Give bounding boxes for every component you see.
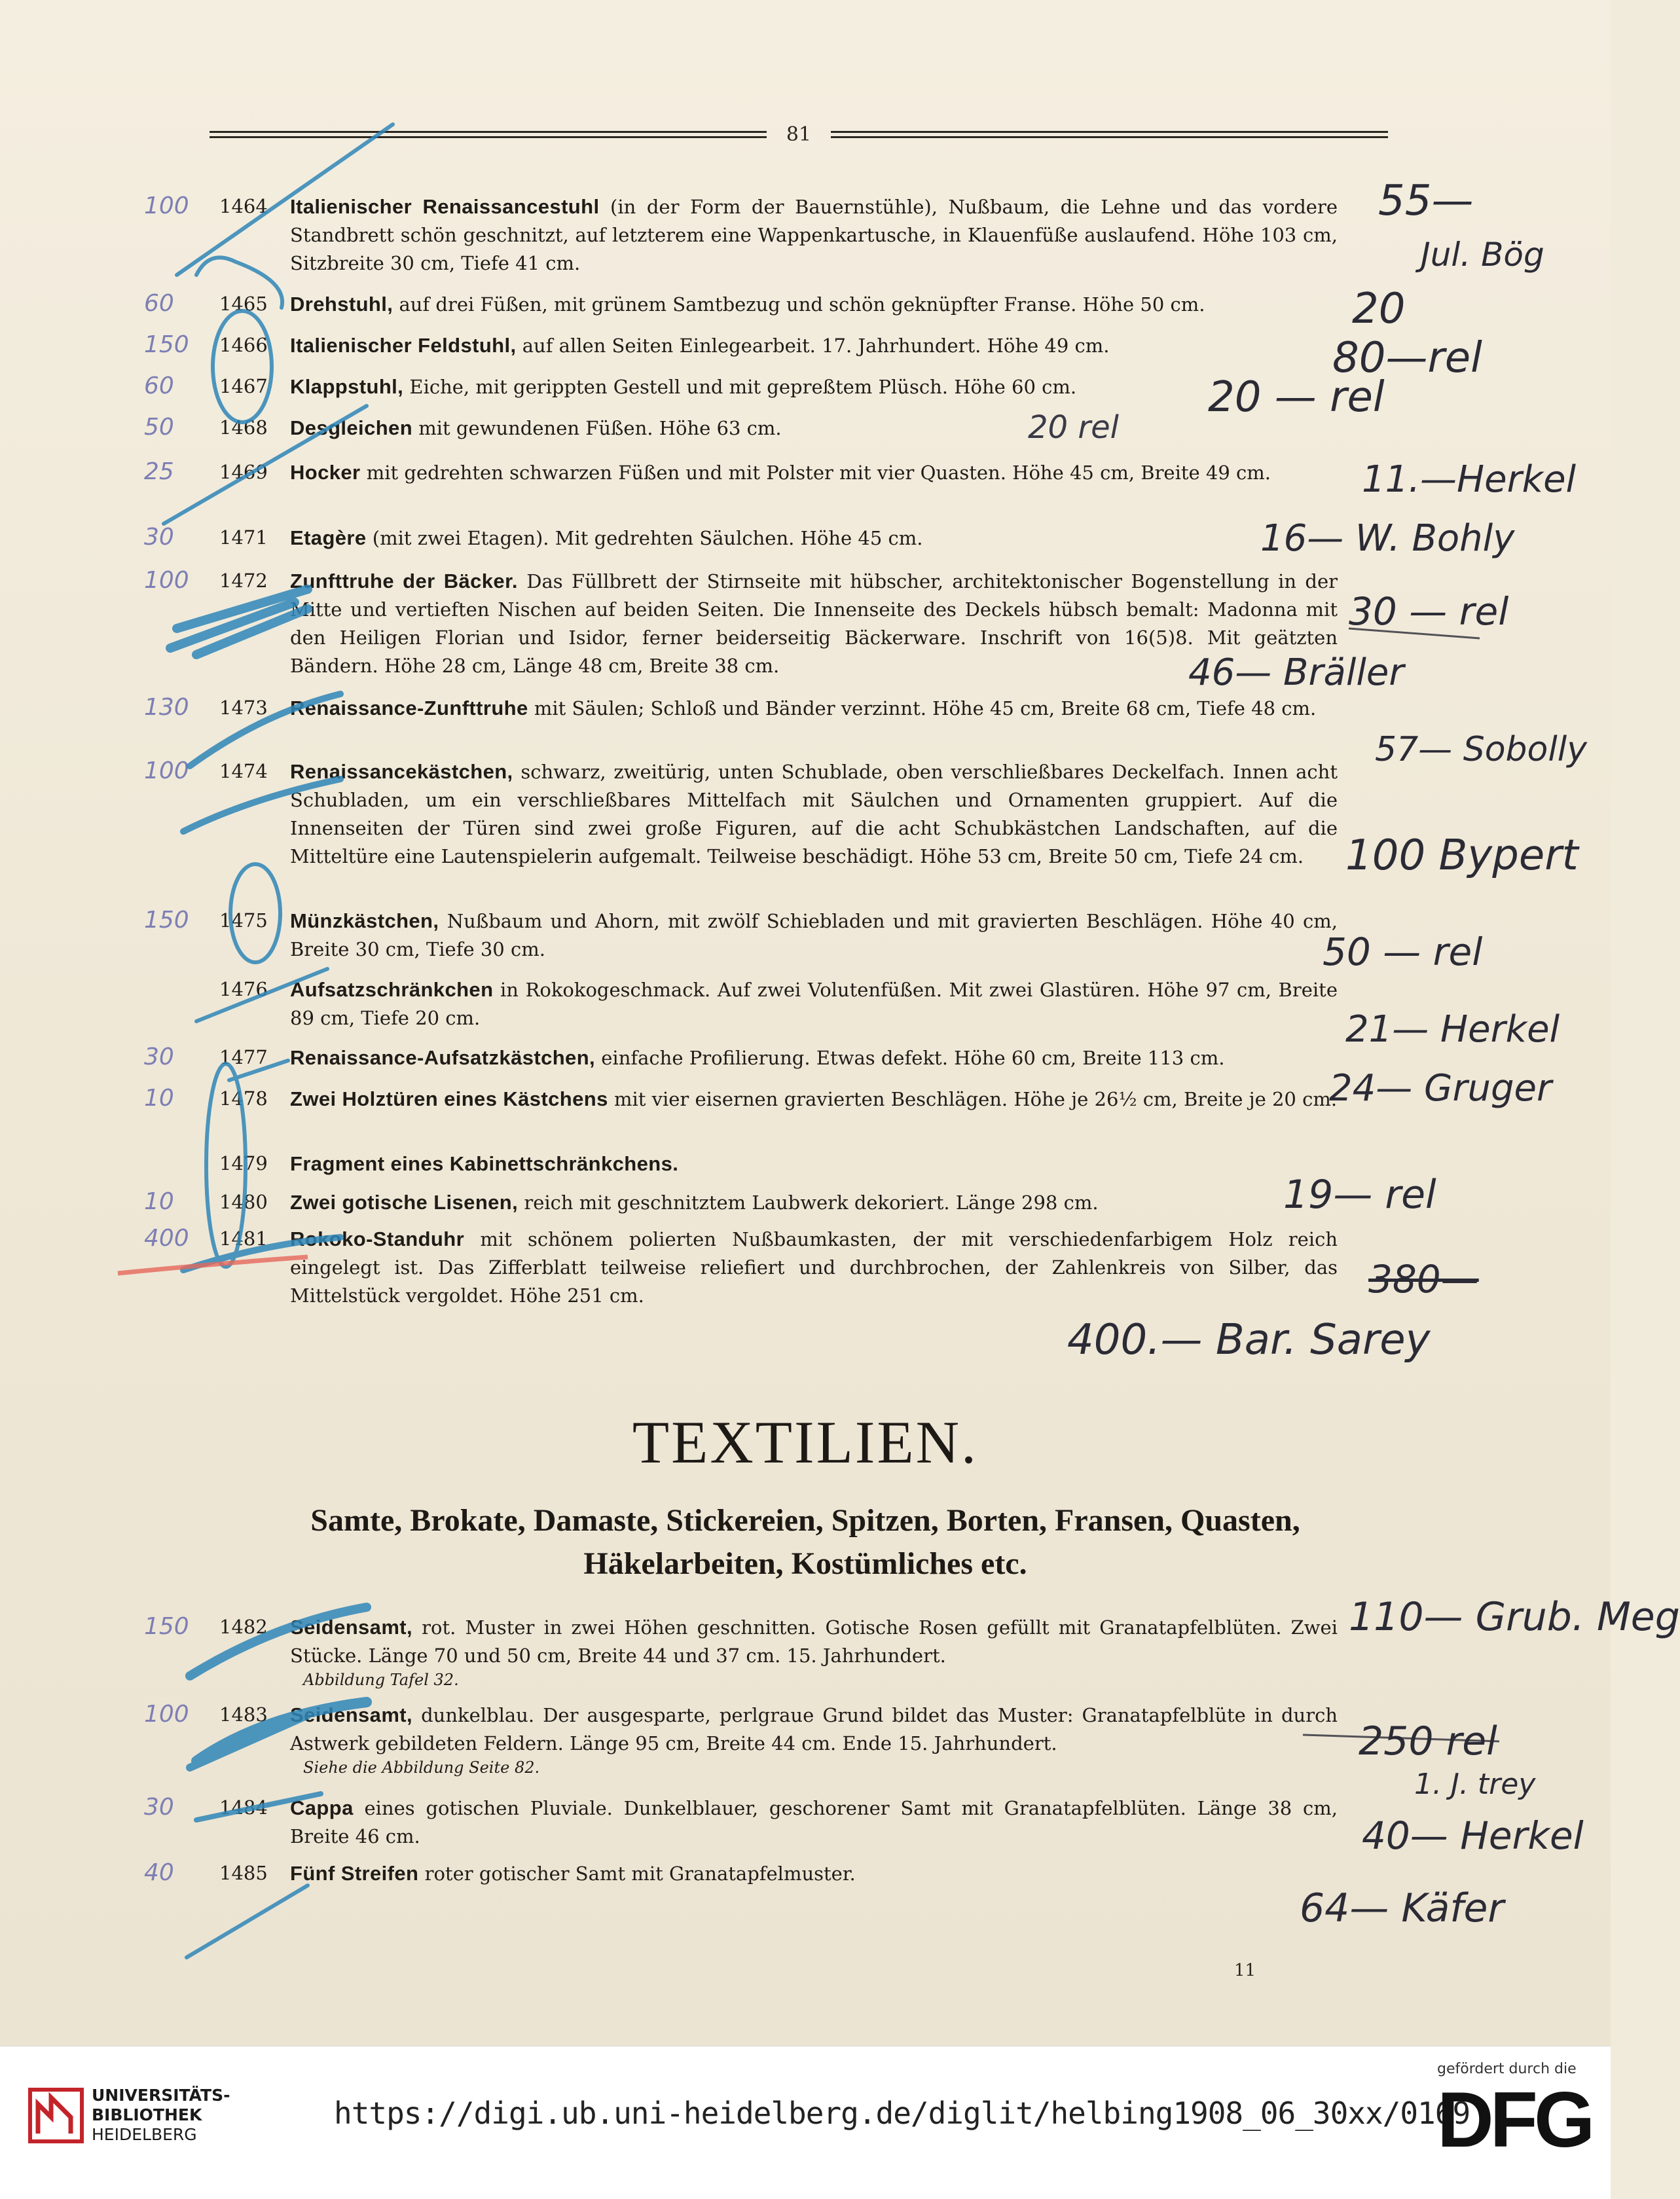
- price-note: 60: [144, 373, 174, 399]
- entry-text: einfache Profilierung. Etwas defekt. Höhe 60 cm, Breite 113 cm.: [595, 1047, 1225, 1069]
- handwritten-note: 20: [1352, 285, 1406, 333]
- handwritten-note: 30 — rel: [1349, 589, 1509, 634]
- institution-line: UNIVERSITÄTS-: [92, 2086, 230, 2105]
- lot-number: 1478: [219, 1087, 268, 1110]
- handwritten-note: 250 rel: [1359, 1718, 1497, 1764]
- entry-text: rot. Muster in zwei Höhen geschnitten. Gotische Rosen gefüllt mit Granatapfelblüten. Zwei Stücke. Länge 70 und 50 cm, Breite 44 und 37 cm. 15. Jahrhundert.: [290, 1616, 1338, 1667]
- handwritten-note: 380—: [1368, 1257, 1479, 1301]
- price-note: 10: [144, 1188, 174, 1215]
- price-note: 40: [144, 1859, 174, 1886]
- pencil-loop: [213, 311, 272, 422]
- lot-number: 1468: [219, 416, 268, 439]
- entry-text: mit schönem polierten Nußbaumkasten, der mit verschiedenfarbigem Holz reich eingelegt ist. Das Zifferblatt teilweise reliefiert und durchbrochen, der Zahlenkreis von Silber, das Mittelstück vergoldet. Höhe 251 cm.: [290, 1228, 1338, 1307]
- entry-title: Cappa: [290, 1796, 354, 1819]
- entry-title: Münzkästchen,: [290, 909, 439, 932]
- entry-text: (mit zwei Etagen). Mit gedrehten Säulchen. Höhe 45 cm.: [366, 527, 923, 549]
- price-note: 50: [144, 414, 174, 441]
- handwritten-note: 20 rel: [1028, 409, 1119, 446]
- handwritten-note: 21— Herkel: [1345, 1008, 1560, 1051]
- figure-reference: Abbildung Tafel 32.: [303, 1671, 459, 1689]
- pencil-stroke: [170, 589, 308, 655]
- lot-number: 1473: [219, 697, 268, 719]
- entry-body: [290, 1188, 1338, 1217]
- entry-body: [290, 1701, 1338, 1777]
- price-note: 25: [144, 458, 174, 485]
- entry-text: eines gotischen Pluviale. Dunkelblauer, geschorener Samt mit Granatapfelblüten. Länge 38 cm, Breite 46 cm.: [290, 1797, 1338, 1847]
- entry-body: [290, 1794, 1338, 1851]
- handwritten-note: 57— Sobolly: [1375, 730, 1588, 769]
- lot-number: 1477: [219, 1046, 268, 1068]
- entry-text: (in der Form der Bauernstühle), Nußbaum, die Lehne und das vordere Standbrett schön geschnitzt, auf letzterem eine Wappenkartusche, in Klauenfüße auslaufend. Höhe 103 cm, Sitzbreite 30 cm, Tiefe 41 cm.: [290, 196, 1338, 274]
- entry-text: mit vier eisernen gravierten Beschlägen. Höhe je 26½ cm, Breite je 20 cm.: [608, 1088, 1338, 1110]
- entry-title: Seidensamt,: [290, 1703, 413, 1726]
- funding-label: gefördert durch die: [1437, 2061, 1577, 2077]
- handwritten-note: 11.—Herkel: [1362, 458, 1577, 501]
- header-rule-left: [210, 131, 767, 138]
- entry-title: Renaissance-Zunfttruhe: [290, 697, 528, 719]
- handwritten-note: 110— Grub. Meg: [1349, 1594, 1680, 1640]
- handwritten-note: 16— W. Bohly: [1260, 517, 1515, 560]
- lot-number: 1472: [219, 570, 268, 592]
- handwritten-note: 46— Bräller: [1188, 651, 1404, 694]
- entry-text: auf drei Füßen, mit grünem Samtbezug und schön geknüpfter Franse. Höhe 50 cm.: [393, 293, 1205, 316]
- entry-title: Italienischer Renaissancestuhl: [290, 195, 600, 218]
- lot-number: 1482: [219, 1616, 268, 1638]
- entry-text: schwarz, zweitürig, unten Schublade, oben verschließbares Deckelfach. Innen acht Schubladen, um ein verschließbares Mittelfach mit Säulchen und Ornamenten gruppiert. Auf die Innenseiten der Türen sind zwei große Figuren, auf die acht Schubkästchen Landschaften, auf die Mitteltüre eine Lautenspielerin aufgemalt. Teilweise beschädigt. Höhe 53 cm, Breite 50 cm, Tiefe 24 cm.: [290, 761, 1338, 867]
- entry-text: mit gewundenen Füßen. Höhe 63 cm.: [412, 417, 782, 439]
- entry-title: Zwei gotische Lisenen,: [290, 1191, 519, 1214]
- entry-body: [290, 458, 1338, 487]
- price-note: 30: [144, 524, 174, 551]
- entry-text: in Rokokogeschmack. Auf zwei Volutenfüßen. Mit zwei Glastüren. Höhe 97 cm, Breite 89 cm, Tiefe 20 cm.: [290, 979, 1338, 1029]
- entry-text: Das Füllbrett der Stirnseite mit hübscher, architektonischer Bogenstellung in der Mitte und vertieften Nischen auf beiden Seiten. Die Innenseite des Deckels hübsch bemalt: Madonna mit den Heiligen Florian und Isidor, ferner beiderseitig Bäckerware. Inschrift von 16(5)8. Mit geätzten Bändern. Höhe 28 cm, Länge 48 cm, Breite 38 cm.: [290, 570, 1338, 677]
- handwritten-note: 100 Bypert: [1345, 831, 1579, 880]
- handwritten-note: 64— Käfer: [1300, 1885, 1505, 1931]
- entry-body: [290, 757, 1338, 871]
- entry-text: Nußbaum und Ahorn, mit zwölf Schiebladen und mit gravierten Beschlägen. Höhe 40 cm, Breite 30 cm, Tiefe 30 cm.: [290, 910, 1338, 960]
- institution-line: BIBLIOTHEK: [92, 2105, 202, 2124]
- entry-body: [290, 192, 1338, 278]
- header-rule-right: [831, 131, 1388, 138]
- section-title: TEXTILIEN.: [632, 1409, 979, 1476]
- entry-title: Desgleichen: [290, 416, 413, 439]
- red-mark: [118, 1257, 308, 1273]
- entry-title: Drehstuhl,: [290, 293, 393, 316]
- price-note: 100: [144, 757, 189, 784]
- entry-title: Seidensamt,: [290, 1616, 413, 1639]
- price-note: 30: [144, 1794, 174, 1821]
- figure-reference: Siehe die Abbildung Seite 82.: [303, 1758, 540, 1777]
- lot-number: 1485: [219, 1862, 268, 1884]
- lot-number: 1475: [219, 909, 268, 932]
- section-subtitle-line: Samte, Brokate, Damaste, Stickereien, Spitzen, Borten, Fransen, Quasten,: [310, 1503, 1300, 1538]
- entry-body: [290, 1085, 1338, 1114]
- lot-number: 1481: [219, 1227, 268, 1250]
- entry-body: [290, 1150, 1338, 1178]
- entry-title: Renaissancekästchen,: [290, 760, 513, 783]
- entry-title: Rokoko-Standuhr: [290, 1227, 465, 1250]
- entry-title: Klappstuhl,: [290, 375, 404, 398]
- page-header: [210, 118, 1388, 151]
- entry-body: [290, 524, 1338, 553]
- price-note: 100: [144, 1701, 189, 1728]
- price-note: 150: [144, 1613, 189, 1640]
- entry-text: roter gotischer Samt mit Granatapfelmuster.: [418, 1863, 856, 1885]
- entry-text: mit gedrehten schwarzen Füßen und mit Polster mit vier Quasten. Höhe 45 cm, Breite 49 cm.: [360, 462, 1271, 484]
- price-note: 150: [144, 331, 189, 358]
- entry-body: [290, 694, 1338, 723]
- entry-body: [290, 373, 1338, 401]
- entry-title: Fünf Streifen: [290, 1862, 419, 1885]
- entry-title: Renaissance-Aufsatzkästchen,: [290, 1046, 596, 1069]
- entry-text: dunkelblau. Der ausgesparte, perlgraue Grund bildet das Muster: Granatapfelblüte in durch Astwerk gebildeten Feldern. Länge 95 cm, Breite 44 cm. Ende 15. Jahrhundert.: [290, 1704, 1338, 1754]
- price-note: 400: [144, 1225, 189, 1252]
- lot-number: 1469: [219, 461, 268, 483]
- lot-number: 1465: [219, 293, 268, 315]
- institution-line: HEIDELBERG: [92, 2125, 197, 2144]
- section-subtitle: [196, 1499, 1414, 1586]
- entry-body: [290, 1044, 1338, 1072]
- page-number: 81: [786, 122, 812, 146]
- lot-number: 1483: [219, 1703, 268, 1726]
- lot-number: 1484: [219, 1796, 268, 1819]
- entry-title: Zunfttruhe der Bäcker.: [290, 570, 518, 592]
- lot-number: 1480: [219, 1191, 268, 1213]
- price-note: 10: [144, 1085, 174, 1112]
- entry-body: [290, 1613, 1338, 1690]
- university-logo-icon: [25, 2084, 87, 2147]
- entry-body: [290, 567, 1338, 680]
- permalink-url[interactable]: https://digi.ub.uni-heidelberg.de/diglit/helbing1908_06_30xx/0169: [334, 2096, 1470, 2131]
- lot-number: 1466: [219, 334, 268, 356]
- lot-number: 1474: [219, 760, 268, 782]
- lot-number: 1479: [219, 1152, 268, 1174]
- handwritten-note: Jul. Bög: [1421, 236, 1544, 274]
- entry-text: reich mit geschnitztem Laubwerk dekoriert. Länge 298 cm.: [518, 1191, 1099, 1214]
- entry-body: [290, 1859, 1338, 1888]
- entry-body: [290, 290, 1338, 319]
- entry-title: Aufsatzschränkchen: [290, 978, 494, 1001]
- entry-body: [290, 414, 1338, 443]
- price-note: 60: [144, 290, 174, 317]
- entry-body: [290, 975, 1338, 1032]
- entry-body: [290, 1225, 1338, 1310]
- entry-body: [290, 907, 1338, 964]
- handwritten-note: 20 — rel: [1208, 373, 1385, 422]
- handwritten-note: 55—: [1378, 177, 1474, 225]
- entry-text: Eiche, mit gerippten Gestell und mit gepreßtem Plüsch. Höhe 60 cm.: [403, 376, 1077, 398]
- entry-title: Italienischer Feldstuhl,: [290, 334, 517, 357]
- lot-number: 1476: [219, 978, 268, 1000]
- handwritten-note: 40— Herkel: [1362, 1813, 1584, 1858]
- section-subtitle-line: Häkelarbeiten, Kostümliches etc.: [583, 1546, 1027, 1581]
- price-note: 130: [144, 694, 189, 721]
- price-note: 30: [144, 1044, 174, 1070]
- pencil-stroke: [187, 1885, 308, 1957]
- entry-title: Hocker: [290, 461, 361, 484]
- entry-text: mit Säulen; Schloß und Bänder verzinnt. Höhe 45 cm, Breite 68 cm, Tiefe 48 cm.: [528, 697, 1317, 719]
- institution-name: [92, 2086, 230, 2145]
- handwritten-note: 24— Gruger: [1329, 1067, 1552, 1110]
- entry-title: Fragment eines Kabinettschränkchens.: [290, 1152, 679, 1175]
- dfg-logo: DFG: [1437, 2076, 1592, 2164]
- handwritten-note: 50 — rel: [1323, 930, 1483, 974]
- viewer-footer: [0, 2046, 1611, 2199]
- handwritten-note: 400.— Bar. Sarey: [1067, 1316, 1431, 1364]
- lot-number: 1464: [219, 195, 268, 217]
- handwritten-note: 1. J. trey: [1414, 1768, 1536, 1801]
- signature-mark: 11: [1234, 1961, 1256, 1980]
- entry-text: auf allen Seiten Einlegearbeit. 17. Jahrhundert. Höhe 49 cm.: [516, 335, 1110, 357]
- price-note: 100: [144, 567, 189, 594]
- entry-title: Etagère: [290, 526, 367, 549]
- lot-number: 1471: [219, 526, 268, 549]
- lot-number: 1467: [219, 375, 268, 397]
- handwritten-note: 80—rel: [1332, 334, 1482, 382]
- price-note: 150: [144, 907, 189, 934]
- handwritten-note: 19— rel: [1283, 1172, 1436, 1218]
- entry-title: Zwei Holztüren eines Kästchens: [290, 1087, 608, 1110]
- price-note: 100: [144, 192, 189, 219]
- entry-body: [290, 331, 1338, 360]
